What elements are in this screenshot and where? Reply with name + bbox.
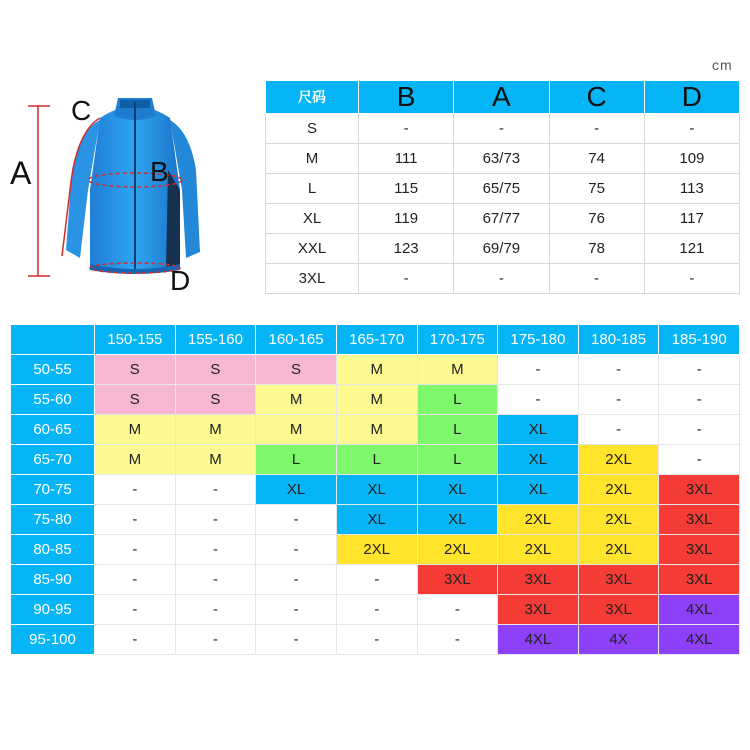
size-cell: - [95,565,176,595]
size-cell: M [256,415,337,445]
size-cell: 2XL [498,535,579,565]
corner-cell [11,325,95,355]
size-cell: - [175,505,256,535]
height-range-header: 155-160 [175,325,256,355]
size-cell: - [578,355,659,385]
header-size: 尺码 [266,81,359,114]
size-cell: XL [256,475,337,505]
size-cell: - [336,595,417,625]
header-d: D [644,81,739,114]
size-cell: L [417,415,498,445]
size-cell: 2XL [336,535,417,565]
size-cell: M [175,415,256,445]
weight-row [11,385,740,415]
size-name-cell: S [266,114,359,144]
label-c: C [71,95,92,126]
size-cell: - [498,355,579,385]
header-a: A [454,81,549,114]
size-cell: - [175,565,256,595]
height-range-header: 175-180 [498,325,579,355]
measurement-row [266,114,740,144]
measurement-value-cell: - [549,264,644,294]
size-cell: - [578,415,659,445]
measurement-value-cell: - [359,264,454,294]
unit-label: cm [712,57,733,73]
measurement-value-cell: 109 [644,144,739,174]
weight-range-label: 80-85 [11,535,95,565]
size-cell: - [498,385,579,415]
size-cell: L [256,445,337,475]
size-chart-body [11,355,740,655]
measurement-value-cell: 111 [359,144,454,174]
size-name-cell: 3XL [266,264,359,294]
measurement-value-cell: 75 [549,174,644,204]
height-header-row [11,325,740,355]
size-cell: - [659,355,740,385]
size-cell: XL [498,475,579,505]
measurement-value-cell: 67/77 [454,204,549,234]
measurement-value-cell: - [644,264,739,294]
size-cell: 2XL [578,535,659,565]
size-cell: 2XL [417,535,498,565]
weight-row [11,595,740,625]
size-cell: - [256,505,337,535]
label-d: D [170,265,191,296]
weight-row [11,355,740,385]
size-cell: S [256,355,337,385]
size-cell: - [175,535,256,565]
size-cell: - [659,415,740,445]
measurement-row [266,174,740,204]
size-cell: - [175,475,256,505]
measurement-value-cell: 74 [549,144,644,174]
size-cell: XL [417,505,498,535]
size-cell: M [95,445,176,475]
weight-row [11,415,740,445]
measurement-body [266,114,740,294]
size-cell: M [256,385,337,415]
weight-row [11,475,740,505]
weight-range-label: 95-100 [11,625,95,655]
measurement-value-cell: - [644,114,739,144]
size-cell: XL [417,475,498,505]
size-cell: - [95,505,176,535]
height-range-header: 165-170 [336,325,417,355]
size-cell: - [659,385,740,415]
weight-range-label: 60-65 [11,415,95,445]
measurement-row [266,264,740,294]
weight-range-label: 65-70 [11,445,95,475]
size-cell: - [578,385,659,415]
weight-range-label: 75-80 [11,505,95,535]
size-name-cell: XXL [266,234,359,264]
height-range-header: 185-190 [659,325,740,355]
size-cell: M [175,445,256,475]
size-cell: 3XL [578,565,659,595]
size-cell: - [256,595,337,625]
measurement-header-row [266,81,740,114]
size-cell: 3XL [498,595,579,625]
weight-row [11,565,740,595]
size-cell: 2XL [578,475,659,505]
measurement-value-cell: - [549,114,644,144]
size-cell: 2XL [578,445,659,475]
size-cell: - [256,625,337,655]
weight-range-label: 90-95 [11,595,95,625]
weight-range-label: 50-55 [11,355,95,385]
size-cell: - [336,625,417,655]
height-range-header: 180-185 [578,325,659,355]
measurement-row [266,234,740,264]
label-a: A [10,155,32,191]
measurement-row [266,144,740,174]
measurement-row [266,204,740,234]
size-cell: S [95,355,176,385]
size-cell: L [417,385,498,415]
size-cell: - [659,445,740,475]
size-cell: XL [336,475,417,505]
size-cell: - [417,625,498,655]
size-cell: - [417,595,498,625]
size-cell: 4XL [659,625,740,655]
size-cell: - [95,535,176,565]
size-cell: 4XL [498,625,579,655]
height-range-header: 160-165 [256,325,337,355]
measurement-value-cell: 121 [644,234,739,264]
weight-range-label: 55-60 [11,385,95,415]
weight-row [11,535,740,565]
measurement-table [265,80,740,294]
weight-row [11,445,740,475]
size-cell: - [95,595,176,625]
size-cell: M [95,415,176,445]
height-range-header: 150-155 [95,325,176,355]
measurement-value-cell: 113 [644,174,739,204]
size-cell: 4X [578,625,659,655]
size-cell: M [417,355,498,385]
size-cell: M [336,415,417,445]
measurement-value-cell: - [454,264,549,294]
size-cell: XL [498,445,579,475]
size-name-cell: M [266,144,359,174]
header-b: B [359,81,454,114]
size-cell: S [175,385,256,415]
size-cell: S [175,355,256,385]
size-name-cell: L [266,174,359,204]
measurement-value-cell: 69/79 [454,234,549,264]
size-cell: - [256,535,337,565]
measurement-value-cell: 76 [549,204,644,234]
size-cell: L [336,445,417,475]
size-cell: 3XL [578,595,659,625]
size-cell: L [417,445,498,475]
measurement-value-cell: 123 [359,234,454,264]
size-cell: - [175,625,256,655]
size-cell: 3XL [659,535,740,565]
size-cell: 3XL [417,565,498,595]
measurement-value-cell: 78 [549,234,644,264]
weight-range-label: 70-75 [11,475,95,505]
measurement-value-cell: 65/75 [454,174,549,204]
size-cell: - [95,475,176,505]
measurement-value-cell: 115 [359,174,454,204]
size-cell: 3XL [659,475,740,505]
weight-row [11,625,740,655]
size-cell: 3XL [659,565,740,595]
size-cell: - [175,595,256,625]
size-name-cell: XL [266,204,359,234]
size-cell: 2XL [498,505,579,535]
size-cell: 3XL [498,565,579,595]
measurement-value-cell: 63/73 [454,144,549,174]
measurement-value-cell: - [359,114,454,144]
size-cell: 4XL [659,595,740,625]
height-range-header: 170-175 [417,325,498,355]
weight-row [11,505,740,535]
size-cell: - [95,625,176,655]
size-cell: M [336,385,417,415]
size-cell: M [336,355,417,385]
label-b: B [150,156,169,187]
size-cell: XL [498,415,579,445]
measurement-value-cell: - [454,114,549,144]
measurement-value-cell: 119 [359,204,454,234]
size-cell: 2XL [578,505,659,535]
weight-range-label: 85-90 [11,565,95,595]
jacket-measurement-figure [0,80,250,300]
size-cell: - [256,565,337,595]
size-cell: 3XL [659,505,740,535]
size-cell: XL [336,505,417,535]
header-c: C [549,81,644,114]
size-cell: - [336,565,417,595]
measurement-value-cell: 117 [644,204,739,234]
size-chart-table [10,324,740,655]
size-cell: S [95,385,176,415]
